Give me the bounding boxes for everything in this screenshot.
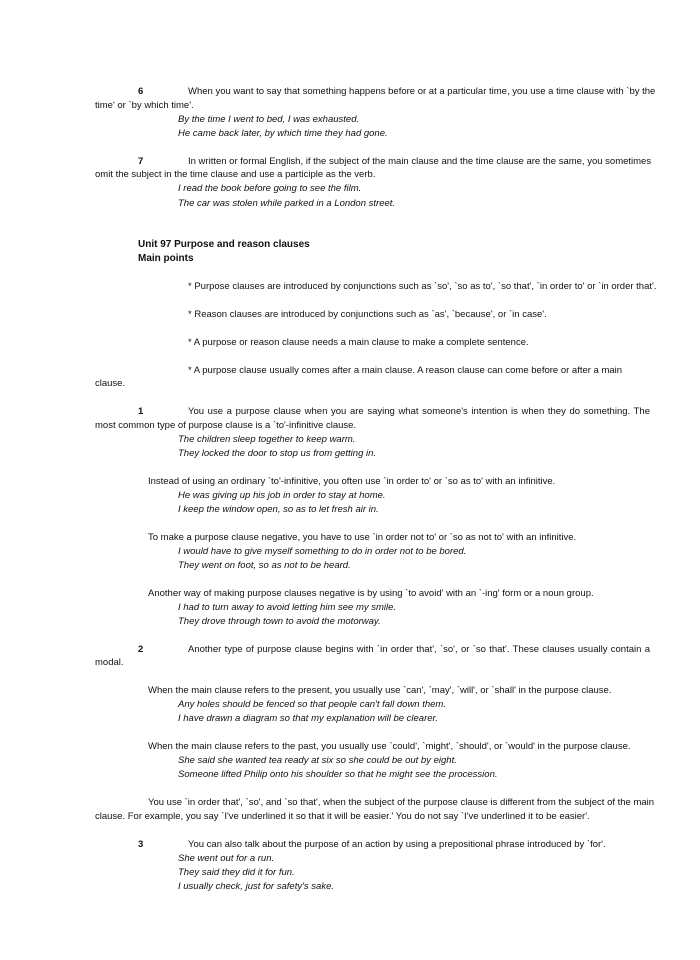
example-sentence: Any holes should be fenced so that people can't fall down them. [178, 699, 446, 710]
example-sentence: The children sleep together to keep warm. [178, 434, 356, 445]
paragraph-line: To make a purpose clause negative, you have to use `in order not to' or `so as not to' with an infinitive. [148, 532, 577, 543]
example-sentence: I have drawn a diagram so that my explanation will be clearer. [178, 713, 438, 724]
paragraph-line: You use `in order that', `so', and `so that', when the subject of the purpose clause is different from the subject of the main [148, 797, 655, 808]
example-sentence: They said they did it for fun. [178, 867, 295, 878]
example-sentence: They locked the door to stop us from getting in. [178, 448, 377, 459]
paragraph-line: time' or `by which time'. [95, 100, 194, 111]
example-sentence: He was giving up his job in order to stay at home. [178, 490, 386, 501]
paragraph-line: Another type of purpose clause begins with `in order that', `so', or `so that'. These clauses usually contain a [188, 644, 650, 655]
example-sentence: The car was stolen while parked in a London street. [178, 198, 396, 209]
paragraph-line: clause. For example, you say `I've underlined it so that it will be easier.' You do not say `I've underlined it to be easier'. [95, 811, 590, 822]
section-number: 1 [138, 406, 144, 417]
example-sentence: She went out for a run. [178, 853, 275, 864]
paragraph-line: most common type of purpose clause is a `to'-infinitive clause. [95, 420, 357, 431]
unit-title: Unit 97 Purpose and reason clauses [138, 239, 310, 250]
paragraph-line: In written or formal English, if the subject of the main clause and the time clause are the same, you sometimes [188, 156, 652, 167]
main-point: * Purpose clauses are introduced by conjunctions such as `so', `so as to', `so that', `in order to' or `in order that'. [188, 281, 657, 292]
example-sentence: He came back later, by which time they had gone. [178, 128, 388, 139]
unit-subtitle: Main points [138, 253, 194, 264]
example-sentence: I read the book before going to see the film. [178, 183, 362, 194]
example-sentence: I had to turn away to avoid letting him see my smile. [178, 602, 397, 613]
section-number: 3 [138, 839, 144, 850]
example-sentence: By the time I went to bed, I was exhausted. [178, 114, 360, 125]
example-sentence: I keep the window open, so as to let fresh air in. [178, 504, 379, 515]
paragraph-line: modal. [95, 657, 124, 668]
example-sentence: They went on foot, so as not to be heard. [178, 560, 351, 571]
section-number: 2 [138, 644, 144, 655]
main-point: * A purpose or reason clause needs a main clause to make a complete sentence. [188, 337, 529, 348]
example-sentence: I would have to give myself something to do in order not to be bored. [178, 546, 467, 557]
example-sentence: They drove through town to avoid the motorway. [178, 616, 381, 627]
example-sentence: I usually check, just for safety's sake. [178, 881, 334, 892]
paragraph-line: omit the subject in the time clause and use a participle as the verb. [95, 169, 376, 180]
example-sentence: She said she wanted tea ready at six so she could be out by eight. [178, 755, 457, 766]
paragraph-line: You use a purpose clause when you are saying what someone's intention is when they do something. The [188, 406, 650, 417]
main-point-continued: clause. [95, 378, 126, 389]
section-number: 6 [138, 86, 144, 97]
paragraph-line: Another way of making purpose clauses negative is by using `to avoid' with an `-ing' form or a noun group. [148, 588, 594, 599]
paragraph-line: When the main clause refers to the past, you usually use `could', `might', `should', or `would' in the purpose clause. [148, 741, 631, 752]
example-sentence: Someone lifted Philip onto his shoulder so that he might see the procession. [178, 769, 498, 780]
paragraph-line: Instead of using an ordinary `to'-infinitive, you often use `in order to' or `so as to' with an infinitive. [148, 476, 556, 487]
main-point: * A purpose clause usually comes after a main clause. A reason clause can come before or after a main [188, 365, 623, 376]
paragraph-line: When the main clause refers to the present, you usually use `can', `may', `will', or `shall' in the purpose clause. [148, 685, 612, 696]
paragraph-line: When you want to say that something happens before or at a particular time, you use a time clause with `by the [188, 86, 656, 97]
section-number: 7 [138, 156, 144, 167]
paragraph-line: You can also talk about the purpose of an action by using a prepositional phrase introduced by `for'. [188, 839, 606, 850]
main-point: * Reason clauses are introduced by conjunctions such as `as', `because', or `in case'. [188, 309, 547, 320]
